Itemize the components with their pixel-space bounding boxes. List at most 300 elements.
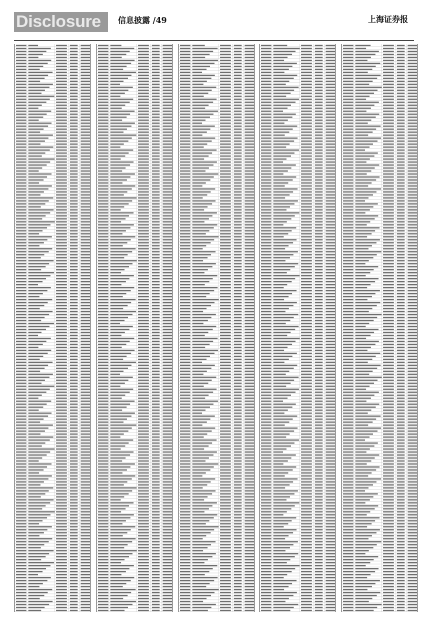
row-text bbox=[383, 93, 394, 94]
row-text bbox=[138, 538, 149, 539]
row-text bbox=[138, 132, 149, 133]
row-text bbox=[233, 481, 241, 482]
row-text bbox=[70, 544, 78, 545]
row-text bbox=[261, 571, 271, 572]
row-text bbox=[301, 260, 312, 261]
row-text bbox=[98, 517, 108, 518]
row-text bbox=[274, 242, 294, 243]
row-text bbox=[81, 143, 90, 144]
row-text bbox=[56, 487, 67, 488]
row-text bbox=[56, 221, 67, 222]
row-text bbox=[261, 170, 271, 171]
row-text bbox=[261, 395, 271, 396]
row-text bbox=[220, 290, 231, 291]
row-text bbox=[301, 395, 312, 396]
row-text bbox=[220, 347, 231, 348]
row-text bbox=[138, 182, 149, 183]
row-text bbox=[326, 305, 335, 306]
row-text bbox=[355, 158, 370, 159]
row-text bbox=[28, 386, 54, 387]
row-text bbox=[301, 290, 312, 291]
row-text bbox=[70, 374, 78, 375]
row-text bbox=[192, 152, 212, 153]
row-text bbox=[81, 514, 90, 515]
row-text bbox=[261, 559, 271, 560]
row-text bbox=[326, 347, 335, 348]
row-text bbox=[70, 436, 78, 437]
row-text bbox=[56, 146, 67, 147]
row-text bbox=[152, 404, 160, 405]
row-text bbox=[98, 164, 108, 165]
row-text bbox=[180, 362, 190, 363]
row-text bbox=[192, 284, 204, 285]
row-text bbox=[98, 117, 108, 118]
row-text bbox=[162, 188, 171, 189]
row-text bbox=[408, 179, 417, 180]
row-text bbox=[274, 547, 291, 548]
row-text bbox=[56, 475, 67, 476]
row-text bbox=[397, 185, 405, 186]
row-text bbox=[81, 90, 90, 91]
row-text bbox=[274, 574, 288, 575]
row-text bbox=[110, 179, 127, 180]
row-text bbox=[244, 332, 253, 333]
row-text bbox=[192, 164, 213, 165]
row-text bbox=[138, 69, 149, 70]
row-text bbox=[244, 463, 253, 464]
row-text bbox=[152, 111, 160, 112]
row-text bbox=[70, 170, 78, 171]
row-text bbox=[152, 326, 160, 327]
row-text bbox=[98, 296, 108, 297]
row-text bbox=[98, 413, 108, 414]
row-text bbox=[98, 368, 108, 369]
row-text bbox=[220, 457, 231, 458]
row-text bbox=[56, 290, 67, 291]
row-text bbox=[110, 505, 129, 506]
row-text bbox=[192, 221, 204, 222]
row-text bbox=[56, 505, 67, 506]
row-text bbox=[16, 610, 26, 611]
row-text bbox=[110, 299, 135, 300]
row-text bbox=[180, 478, 190, 479]
row-text bbox=[233, 269, 241, 270]
row-text bbox=[220, 176, 231, 177]
row-text bbox=[233, 407, 241, 408]
row-text bbox=[244, 496, 253, 497]
row-text bbox=[138, 478, 149, 479]
row-text bbox=[138, 532, 149, 533]
row-text bbox=[180, 173, 190, 174]
row-text bbox=[162, 209, 171, 210]
row-text bbox=[110, 460, 122, 461]
row-text bbox=[16, 212, 26, 213]
row-text bbox=[152, 96, 160, 97]
row-text bbox=[28, 508, 42, 509]
row-text bbox=[192, 290, 214, 291]
row-text bbox=[70, 108, 78, 109]
row-text bbox=[233, 278, 241, 279]
row-text bbox=[233, 544, 241, 545]
row-text bbox=[355, 126, 380, 127]
row-text bbox=[180, 380, 190, 381]
row-text bbox=[110, 589, 135, 590]
row-text bbox=[274, 69, 290, 70]
row-text bbox=[233, 595, 241, 596]
row-text bbox=[326, 188, 335, 189]
row-text bbox=[56, 565, 67, 566]
row-text bbox=[274, 188, 298, 189]
row-text bbox=[98, 595, 108, 596]
row-text bbox=[244, 586, 253, 587]
row-text bbox=[261, 436, 271, 437]
row-text bbox=[233, 359, 241, 360]
row-text bbox=[56, 359, 67, 360]
row-text bbox=[233, 583, 241, 584]
row-text bbox=[152, 571, 160, 572]
row-text bbox=[70, 454, 78, 455]
row-text bbox=[152, 266, 160, 267]
row-text bbox=[326, 314, 335, 315]
row-text bbox=[28, 209, 53, 210]
row-text bbox=[110, 197, 136, 198]
row-text bbox=[261, 541, 271, 542]
row-text bbox=[244, 111, 253, 112]
row-text bbox=[261, 550, 271, 551]
row-text bbox=[220, 257, 231, 258]
row-text bbox=[98, 320, 108, 321]
row-text bbox=[162, 102, 171, 103]
row-text bbox=[162, 541, 171, 542]
row-text bbox=[98, 541, 108, 542]
row-text bbox=[343, 188, 353, 189]
row-text bbox=[192, 329, 212, 330]
row-text bbox=[16, 141, 26, 142]
row-text bbox=[244, 562, 253, 563]
row-text bbox=[274, 54, 293, 55]
row-text bbox=[261, 69, 271, 70]
row-text bbox=[233, 200, 241, 201]
row-text bbox=[81, 260, 90, 261]
row-text bbox=[355, 197, 368, 198]
row-text bbox=[110, 484, 124, 485]
row-text bbox=[81, 398, 90, 399]
row-text bbox=[16, 290, 26, 291]
row-text bbox=[180, 422, 190, 423]
row-text bbox=[315, 123, 323, 124]
row-text bbox=[397, 84, 405, 85]
row-text bbox=[162, 48, 171, 49]
row-text bbox=[28, 395, 42, 396]
row-text bbox=[138, 430, 149, 431]
row-text bbox=[110, 439, 133, 440]
row-text bbox=[98, 538, 108, 539]
row-text bbox=[315, 302, 323, 303]
row-text bbox=[180, 371, 190, 372]
row-text bbox=[244, 592, 253, 593]
row-text bbox=[301, 143, 312, 144]
row-text bbox=[220, 305, 231, 306]
row-text bbox=[315, 356, 323, 357]
table-column-rows bbox=[97, 44, 173, 612]
row-text bbox=[343, 215, 353, 216]
row-text bbox=[180, 359, 190, 360]
row-text bbox=[81, 544, 90, 545]
row-text bbox=[233, 54, 241, 55]
row-text bbox=[192, 257, 207, 258]
row-text bbox=[261, 105, 271, 106]
row-text bbox=[110, 182, 122, 183]
row-text bbox=[233, 230, 241, 231]
row-text bbox=[81, 323, 90, 324]
row-text bbox=[315, 520, 323, 521]
row-text bbox=[220, 541, 231, 542]
row-text bbox=[56, 344, 67, 345]
row-text bbox=[274, 496, 291, 497]
row-text bbox=[70, 478, 78, 479]
row-text bbox=[56, 601, 67, 602]
row-text bbox=[98, 511, 108, 512]
row-text bbox=[81, 335, 90, 336]
row-text bbox=[16, 227, 26, 228]
row-text bbox=[28, 242, 44, 243]
row-text bbox=[70, 592, 78, 593]
row-text bbox=[138, 308, 149, 309]
row-text bbox=[192, 565, 217, 566]
row-text bbox=[56, 604, 67, 605]
row-text bbox=[274, 601, 286, 602]
row-text bbox=[110, 311, 136, 312]
row-text bbox=[326, 84, 335, 85]
row-text bbox=[16, 416, 26, 417]
row-text bbox=[397, 161, 405, 162]
row-text bbox=[315, 481, 323, 482]
row-text bbox=[220, 194, 231, 195]
row-text bbox=[152, 263, 160, 264]
row-text bbox=[110, 135, 136, 136]
row-text bbox=[180, 442, 190, 443]
row-text bbox=[138, 221, 149, 222]
row-text bbox=[220, 398, 231, 399]
row-text bbox=[315, 371, 323, 372]
row-text bbox=[180, 341, 190, 342]
row-text bbox=[180, 155, 190, 156]
row-text bbox=[326, 272, 335, 273]
row-text bbox=[152, 227, 160, 228]
row-text bbox=[244, 416, 253, 417]
row-text bbox=[274, 87, 299, 88]
row-text bbox=[28, 200, 48, 201]
row-text bbox=[16, 484, 26, 485]
row-text bbox=[180, 610, 190, 611]
row-text bbox=[301, 413, 312, 414]
row-text bbox=[261, 114, 271, 115]
row-text bbox=[244, 266, 253, 267]
row-text bbox=[397, 123, 405, 124]
row-text bbox=[81, 604, 90, 605]
row-text bbox=[326, 81, 335, 82]
row-text bbox=[315, 523, 323, 524]
row-text bbox=[16, 60, 26, 61]
row-text bbox=[233, 517, 241, 518]
row-text bbox=[261, 472, 271, 473]
row-text bbox=[56, 517, 67, 518]
row-text bbox=[220, 93, 231, 94]
row-text bbox=[138, 472, 149, 473]
row-text bbox=[355, 51, 379, 52]
row-text bbox=[152, 275, 160, 276]
row-text bbox=[244, 317, 253, 318]
row-text bbox=[70, 146, 78, 147]
row-text bbox=[98, 344, 108, 345]
row-text bbox=[192, 170, 205, 171]
row-text bbox=[70, 505, 78, 506]
row-text bbox=[180, 335, 190, 336]
row-text bbox=[233, 395, 241, 396]
row-text bbox=[408, 84, 417, 85]
row-text bbox=[244, 523, 253, 524]
row-text bbox=[16, 170, 26, 171]
row-text bbox=[81, 314, 90, 315]
row-text bbox=[301, 254, 312, 255]
row-text bbox=[70, 481, 78, 482]
row-text bbox=[192, 559, 208, 560]
row-text bbox=[301, 368, 312, 369]
row-text bbox=[28, 302, 47, 303]
row-text bbox=[180, 377, 190, 378]
row-text bbox=[98, 433, 108, 434]
row-text bbox=[261, 398, 271, 399]
row-text bbox=[16, 263, 26, 264]
row-text bbox=[16, 311, 26, 312]
row-text bbox=[315, 215, 323, 216]
row-text bbox=[315, 251, 323, 252]
row-text bbox=[408, 230, 417, 231]
row-text bbox=[180, 562, 190, 563]
row-text bbox=[220, 54, 231, 55]
row-text bbox=[233, 206, 241, 207]
row-text bbox=[56, 266, 67, 267]
row-text bbox=[220, 269, 231, 270]
row-text bbox=[244, 63, 253, 64]
row-text bbox=[16, 158, 26, 159]
row-text bbox=[56, 132, 67, 133]
row-text bbox=[162, 350, 171, 351]
row-text bbox=[28, 278, 46, 279]
row-text bbox=[162, 281, 171, 282]
row-text bbox=[315, 278, 323, 279]
row-text bbox=[180, 135, 190, 136]
row-text bbox=[355, 242, 376, 243]
row-text bbox=[192, 419, 210, 420]
row-text bbox=[301, 499, 312, 500]
row-text bbox=[233, 380, 241, 381]
row-text bbox=[408, 200, 417, 201]
row-text bbox=[110, 481, 127, 482]
row-text bbox=[56, 209, 67, 210]
row-text bbox=[70, 571, 78, 572]
row-text bbox=[180, 138, 190, 139]
row-text bbox=[301, 568, 312, 569]
row-text bbox=[261, 311, 271, 312]
row-text bbox=[233, 341, 241, 342]
row-text bbox=[138, 601, 149, 602]
row-text bbox=[56, 191, 67, 192]
row-text bbox=[274, 60, 285, 61]
row-text bbox=[301, 155, 312, 156]
row-text bbox=[233, 586, 241, 587]
row-text bbox=[383, 167, 394, 168]
row-text bbox=[180, 430, 190, 431]
row-text bbox=[261, 242, 271, 243]
row-text bbox=[16, 72, 26, 73]
row-text bbox=[81, 517, 90, 518]
row-text bbox=[16, 149, 26, 150]
row-text bbox=[152, 269, 160, 270]
row-text bbox=[383, 155, 394, 156]
row-text bbox=[192, 93, 208, 94]
row-text bbox=[70, 275, 78, 276]
row-text bbox=[162, 571, 171, 572]
row-text bbox=[162, 308, 171, 309]
row-text bbox=[315, 281, 323, 282]
row-text bbox=[220, 377, 231, 378]
row-text bbox=[180, 344, 190, 345]
row-text bbox=[233, 445, 241, 446]
row-text bbox=[56, 532, 67, 533]
row-text bbox=[233, 323, 241, 324]
row-text bbox=[192, 323, 203, 324]
row-text bbox=[162, 505, 171, 506]
row-text bbox=[233, 401, 241, 402]
row-text bbox=[152, 45, 160, 46]
row-text bbox=[98, 398, 108, 399]
row-text bbox=[16, 436, 26, 437]
row-text bbox=[301, 221, 312, 222]
row-text bbox=[274, 120, 289, 121]
row-text bbox=[343, 185, 353, 186]
row-text bbox=[81, 529, 90, 530]
row-text bbox=[326, 484, 335, 485]
row-text bbox=[152, 514, 160, 515]
row-text bbox=[110, 490, 132, 491]
row-text bbox=[81, 326, 90, 327]
row-text bbox=[56, 353, 67, 354]
row-text bbox=[98, 161, 108, 162]
row-text bbox=[81, 481, 90, 482]
row-text bbox=[355, 170, 371, 171]
row-text bbox=[233, 251, 241, 252]
row-text bbox=[162, 475, 171, 476]
row-text bbox=[28, 227, 47, 228]
row-text bbox=[244, 559, 253, 560]
row-text bbox=[81, 469, 90, 470]
row-text bbox=[152, 176, 160, 177]
row-text bbox=[81, 380, 90, 381]
row-text bbox=[261, 212, 271, 213]
row-text bbox=[326, 329, 335, 330]
row-text bbox=[70, 308, 78, 309]
row-text bbox=[56, 574, 67, 575]
row-text bbox=[326, 132, 335, 133]
row-text bbox=[180, 356, 190, 357]
row-text bbox=[244, 529, 253, 530]
row-text bbox=[397, 194, 405, 195]
row-text bbox=[397, 78, 405, 79]
row-text bbox=[98, 610, 108, 611]
row-text bbox=[152, 544, 160, 545]
row-text bbox=[70, 553, 78, 554]
